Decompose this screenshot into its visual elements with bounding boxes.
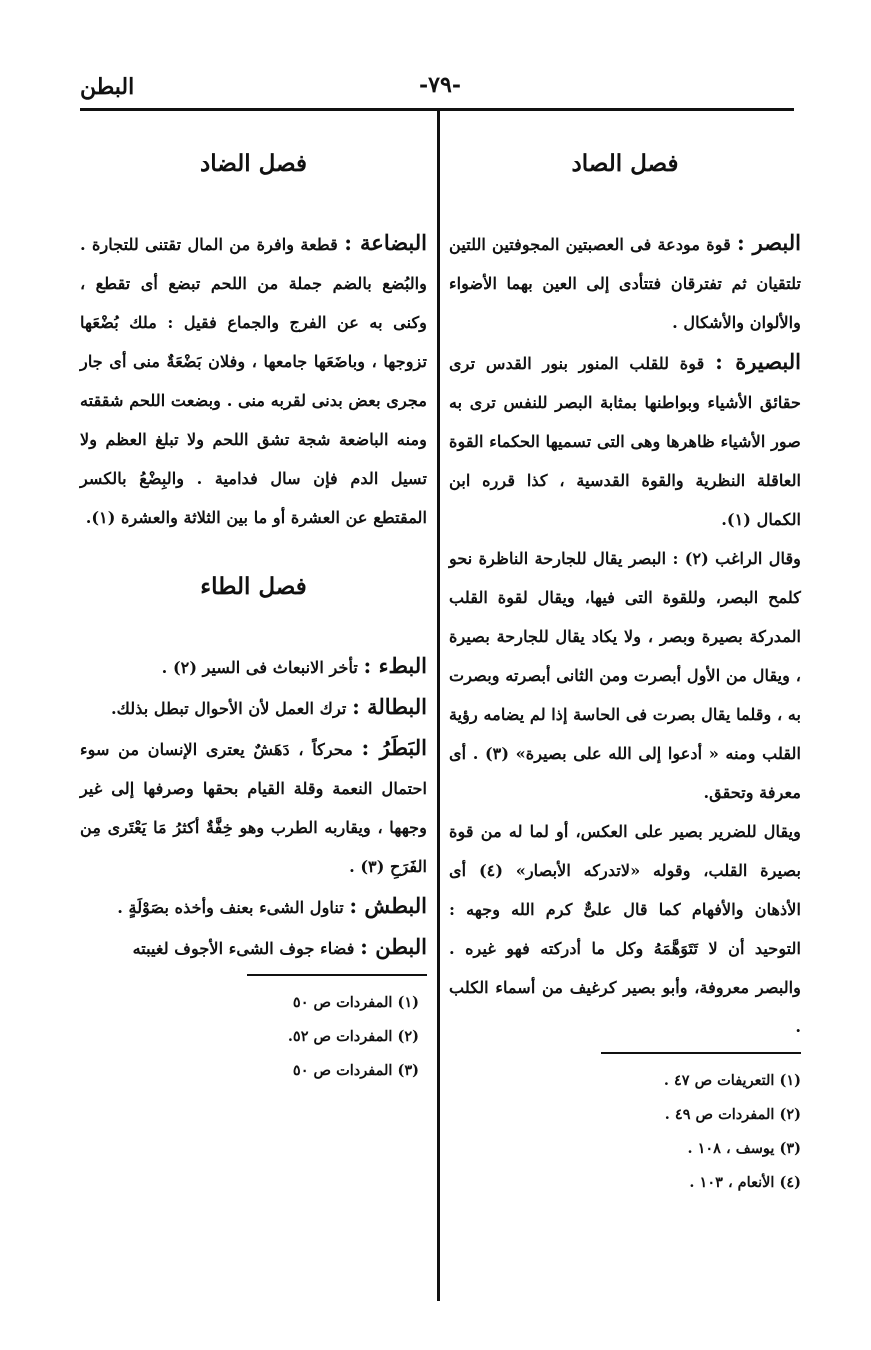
entry-term: البصر : <box>737 230 801 255</box>
entry-term: البطء : <box>363 653 427 678</box>
entry-text: تأخر الانبعاث فى السير (٢) . <box>161 658 364 677</box>
running-header-word: البطن <box>80 74 135 100</box>
entry-text: محركاً ، دَهَشٌ يعترى الإنسان من سوء احتمال النعمة وقلة القيام بحقها وصرفها إلى غير وجهها ، ويقاربه الطرب وهو خِفَّةٌ أكثرُ مَا يَعْتَرى مِن الفَرَحِ (٣) . <box>80 740 427 876</box>
right-column <box>449 150 801 1200</box>
entry-term: البطالة : <box>352 694 427 719</box>
entry-basar <box>449 223 801 342</box>
footnote: (٣) يوسف ، ١٠٨ . <box>687 1140 801 1157</box>
entry-text: قطعة وافرة من المال تقتنى للتجارة . والبُضع بالضم جملة من اللحم تبضع أى تقطع ، وكنى به عن الفرج والجماع فقيل : ملك بُضْعَها تزوجها ، وباضَعَها جامعها ، وفلان بَضْعَةٌ منى أى جار مجرى بعض بدنى لقربه منى . وبضعت اللحم شققته ومنه الباضعة شجة تشق اللحم ولا تبلغ العظم ولا تسيل الدم فإن سال فدامية . والبِضْعُ بالكسر المقتطع عن العشرة أو ما بين الثلاثة والعشرة (١). <box>80 235 427 527</box>
entry-text: قوة مودعة فى العصبتين المجوفتين اللتين تلتقيان ثم تفترقان فتتأدى إلى العين بهما الأضواء والألوان والأشكال . <box>449 235 801 332</box>
entry-text: ترك العمل لأن الأحوال تبطل بذلك. <box>111 699 353 718</box>
entry-text: تناول الشىء بعنف وأخذه بصَوْلَةٍ . <box>117 898 350 917</box>
page-number: -٧٩- <box>419 72 461 98</box>
footnote: (١) المفردات ص ٥٠ <box>292 994 419 1011</box>
entry-term: البصيرة : <box>715 349 801 374</box>
entry-but <box>80 646 427 687</box>
entry-darir <box>449 812 801 1046</box>
footnote: (١) التعريفات ص ٤٧ . <box>663 1072 801 1089</box>
entry-term: البطن : <box>360 934 427 959</box>
entry-term: البَطَرُ : <box>361 735 427 760</box>
entry-batar <box>80 728 427 886</box>
entry-basira <box>449 342 801 539</box>
column-divider <box>437 111 440 1301</box>
section-title-dad: فصل الضاد <box>200 150 307 177</box>
footnote: (٣) المفردات ص ٥٠ <box>292 1062 419 1079</box>
left-column <box>80 150 427 1088</box>
entry-bidaa <box>80 223 427 537</box>
footnote-rule <box>601 1052 801 1054</box>
section-title-sad: فصل الصاد <box>571 150 679 177</box>
entry-batn <box>80 927 427 968</box>
entry-text: فضاء جوف الشىء الأجوف لغيبته <box>132 939 361 958</box>
entry-batsh <box>80 886 427 927</box>
entry-term: البضاعة : <box>344 230 427 255</box>
footnote: (٢) المفردات ص ٥٢. <box>287 1028 419 1045</box>
section-title-taa: فصل الطاء <box>200 573 307 600</box>
footnote: (٢) المفردات ص ٤٩ . <box>664 1106 801 1123</box>
entry-term: البطش : <box>349 893 427 918</box>
footnote-rule <box>247 974 427 976</box>
entry-text: ويقال للضرير بصير على العكس، أو لما له من قوة بصيرة القلب، وقوله «لاتدركه الأبصار» (٤) أى الأذهان والأفهام كما قال علىٌّ كرم الله وجهه : التوحيد أن لا تَتَوَهَّمَهُ وكل ما أدركته فهو غيره . والبصر معروفة، وأبو بصير كرغيف من أسماء الكلب . <box>449 822 801 1036</box>
entry-raghib-quote <box>449 539 801 812</box>
entry-text: قوة للقلب المنور بنور القدس ترى حقائق الأشياء وبواطنها بمثابة البصر للنفس ترى به صور الأشياء ظاهرها وهى التى تسميها الحكماء القوة العاقلة النظرية والقوة القدسية ، كذا قرره ابن الكمال (١). <box>449 354 801 529</box>
entry-text: وقال الراغب (٢) : البصر يقال للجارحة الناظرة نحو كلمح البصر، وللقوة التى فيها، ويقال لقوة القلب المدركة بصيرة وبصر ، ولا يكاد يقال للجارحة بصيرة ، ويقال من الأول أبصرت ومن الثانى أبصرته وبصرت به ، وقلما يقال بصرت فى الحاسة إذا لم يضامه رؤية القلب ومنه « أدعوا إلى الله على بصيرة» (٣) . أى معرفة وتحقق. <box>449 549 802 802</box>
entry-bitala <box>80 687 427 728</box>
footnote: (٤) الأنعام ، ١٠٣ . <box>689 1174 801 1191</box>
